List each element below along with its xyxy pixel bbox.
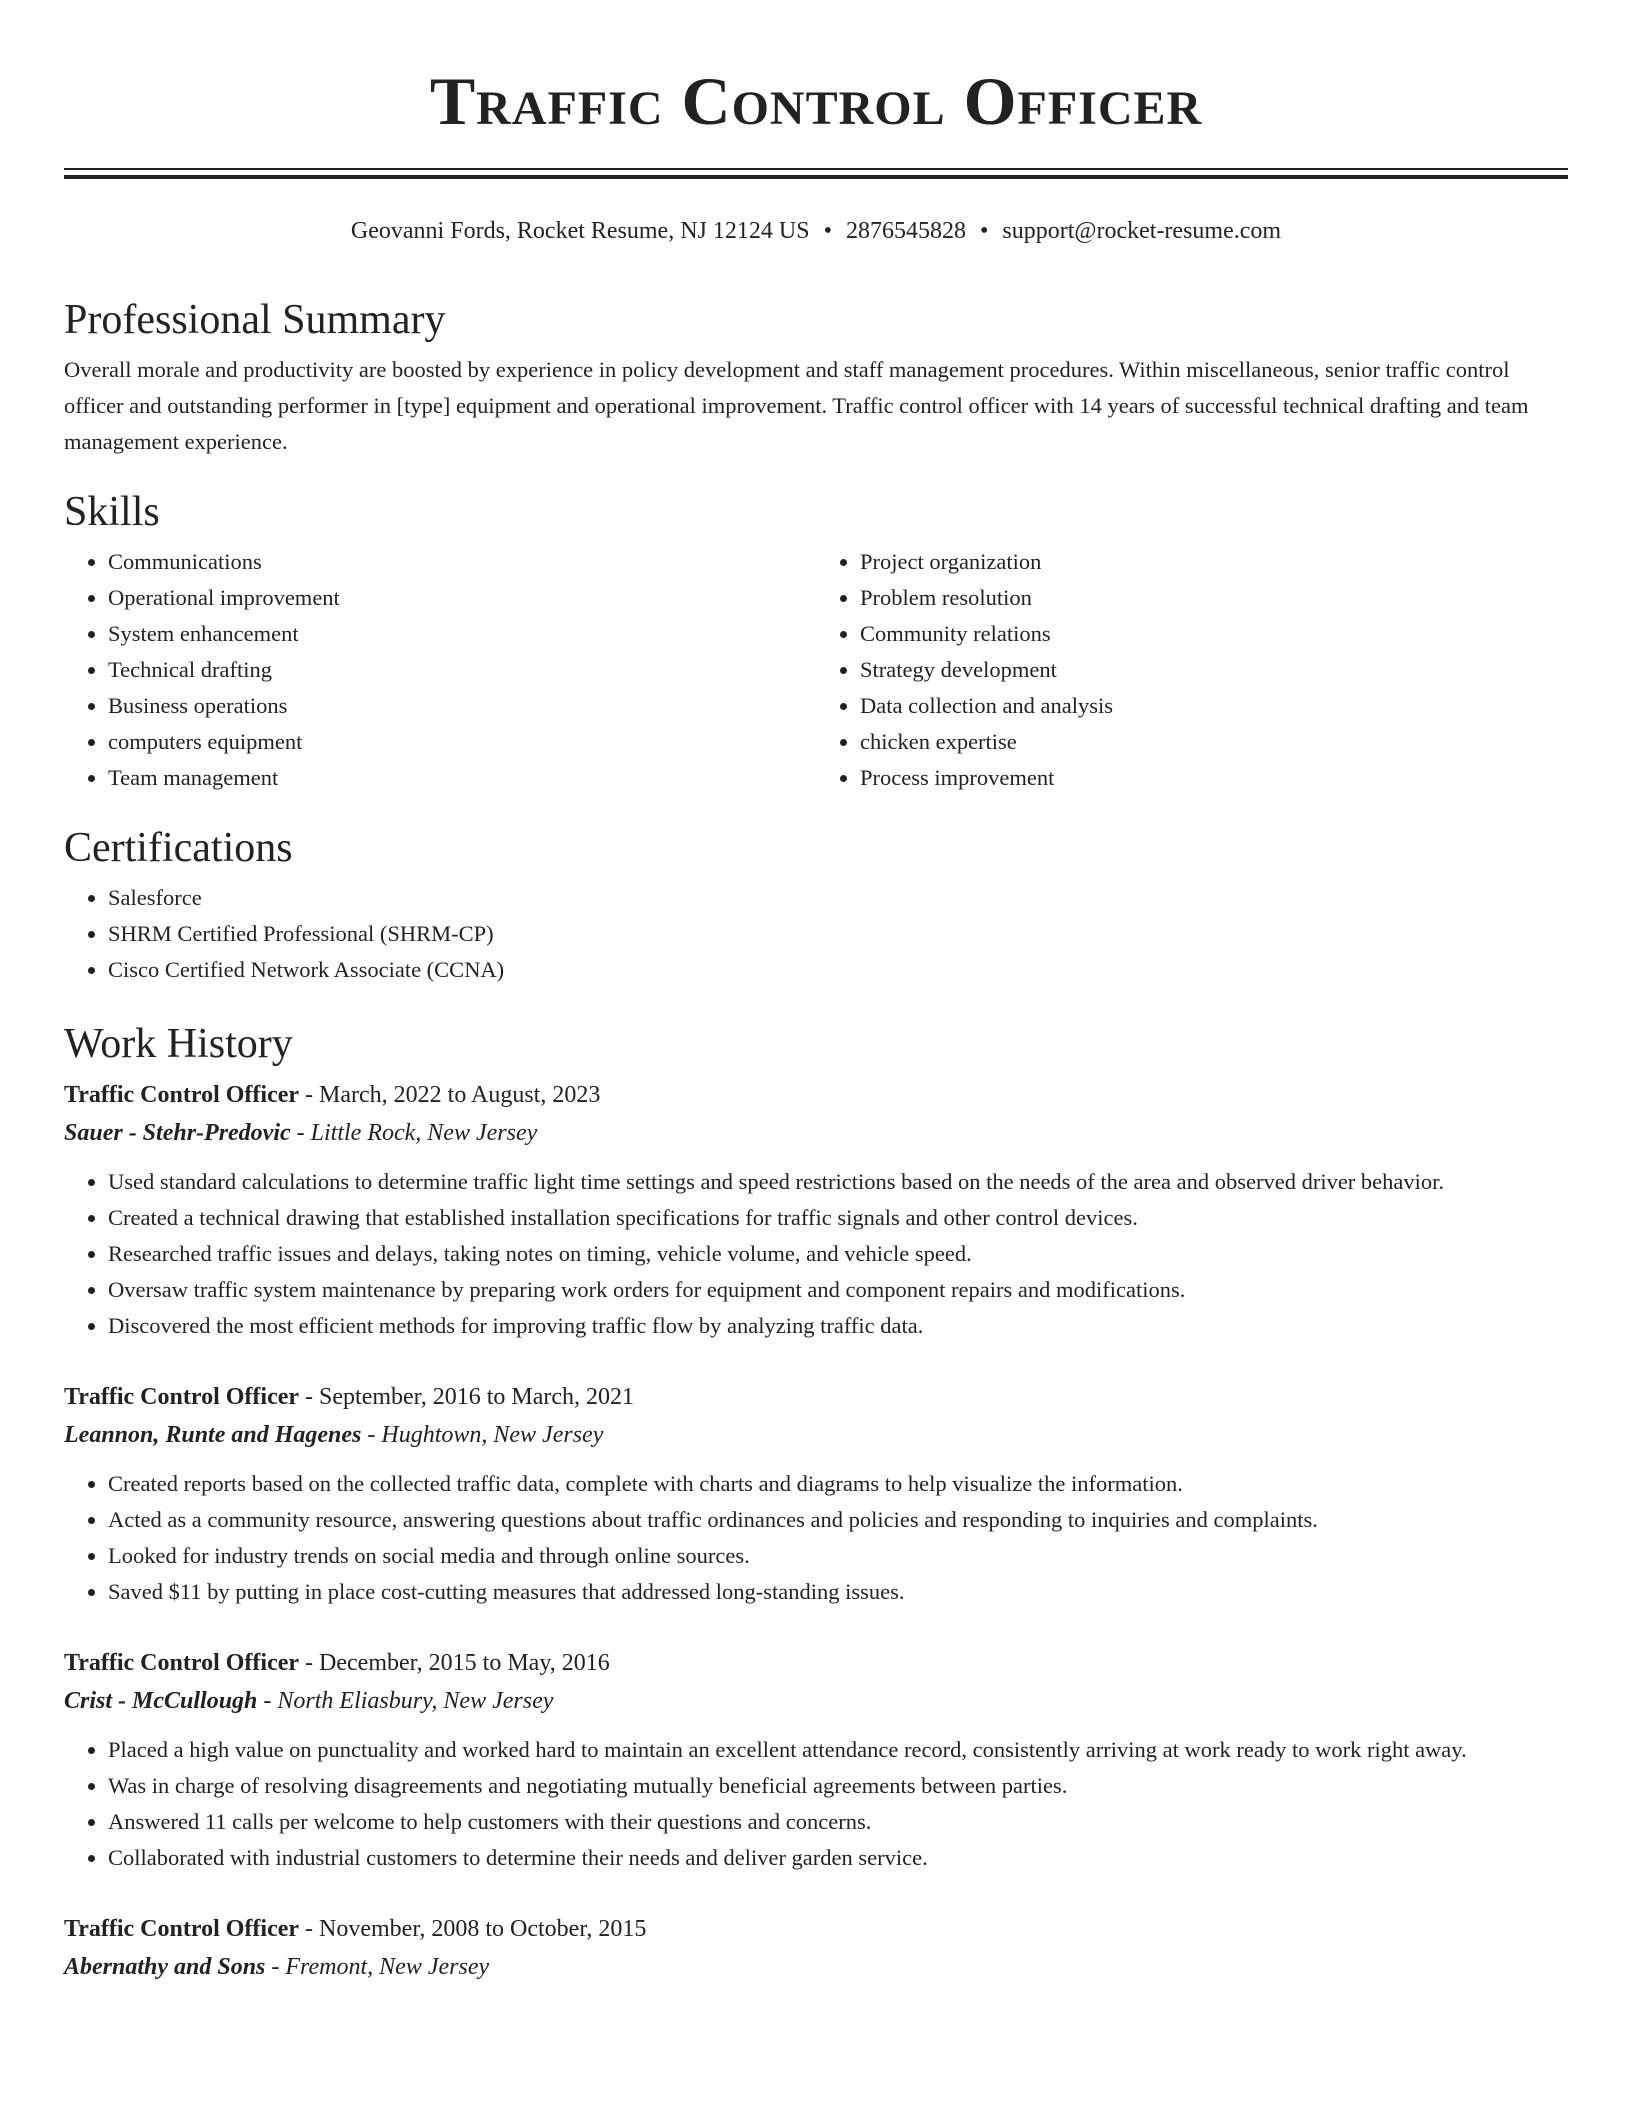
job-company-line	[64, 1948, 1568, 1986]
job-entry	[64, 1076, 1568, 1344]
job-company-line	[64, 1682, 1568, 1720]
job-dates: - December, 2015 to May, 2016	[299, 1650, 610, 1676]
skills-list-left	[64, 544, 816, 796]
resume-body	[64, 288, 1568, 2020]
job-duty: • Placed a high value on punctuality and worked hard to maintain an excellent attendance record, consistently arriving at work ready to work right away.	[108, 1732, 1568, 1768]
job-duty: • Used standard calculations to determine traffic light time settings and speed restrictions based on the needs of the area and observed driver behavior.	[108, 1164, 1568, 1200]
job-duty: • Acted as a community resource, answering questions about traffic ordinances and policies and responding to inquiries and complaints.	[108, 1502, 1568, 1538]
skills-heading: Skills	[64, 489, 160, 535]
job-company: Abernathy and Sons	[64, 1954, 266, 1980]
job-company-line	[64, 1114, 1568, 1152]
job-entry	[64, 1644, 1568, 1876]
skill-item: • chicken expertise	[860, 724, 1568, 760]
skill-item: • computers equipment	[108, 724, 816, 760]
job-title: Traffic Control Officer	[64, 1082, 300, 1108]
job-dates: - September, 2016 to March, 2021	[299, 1384, 634, 1410]
skill-item: • Technical drafting	[108, 652, 816, 688]
title-divider-thick	[64, 175, 1568, 179]
skill-item: • Project organization	[860, 544, 1568, 580]
contact-email: support@rocket-resume.com	[1002, 218, 1282, 244]
job-company: Crist - McCullough	[64, 1688, 258, 1714]
job-duty: • Researched traffic issues and delays, taking notes on timing, vehicle volume, and vehicle speed.	[108, 1236, 1568, 1272]
title-divider-thin	[64, 168, 1568, 170]
job-location: - Little Rock, New Jersey	[290, 1120, 538, 1146]
job-title: Traffic Control Officer	[64, 1384, 300, 1410]
job-title: Traffic Control Officer	[64, 1650, 300, 1676]
job-dates: - November, 2008 to October, 2015	[299, 1916, 647, 1942]
skills-list-right	[816, 544, 1568, 796]
job-duties-list	[64, 1732, 1568, 1876]
job-company-line	[64, 1416, 1568, 1454]
skills-columns	[64, 544, 1568, 796]
certification-item: • Cisco Certified Network Associate (CCNA)	[108, 952, 1568, 988]
job-duty: • Looked for industry trends on social media and through online sources.	[108, 1538, 1568, 1574]
job-duty: • Saved $11 by putting in place cost-cutting measures that addressed long-standing issues.	[108, 1574, 1568, 1610]
job-duty: • Discovered the most efficient methods for improving traffic flow by analyzing traffic data.	[108, 1308, 1568, 1344]
skill-item: • Process improvement	[860, 760, 1568, 796]
contact-phone: 2876545828	[845, 218, 966, 244]
skill-item: • System enhancement	[108, 616, 816, 652]
job-title-line	[64, 1076, 1568, 1114]
job-company: Leannon, Runte and Hagenes	[64, 1422, 362, 1448]
job-entry	[64, 1910, 1568, 1986]
summary-heading: Professional Summary	[64, 297, 446, 343]
contact-address: Geovanni Fords, Rocket Resume, NJ 12124 US	[350, 218, 810, 244]
job-location: - Hughtown, New Jersey	[361, 1422, 604, 1448]
job-duty: • Created reports based on the collected traffic data, complete with charts and diagrams to help visualize the information.	[108, 1466, 1568, 1502]
skill-item: • Data collection and analysis	[860, 688, 1568, 724]
skill-item: • Business operations	[108, 688, 816, 724]
skill-item: • Communications	[108, 544, 816, 580]
job-company: Sauer - Stehr-Predovic	[64, 1120, 291, 1146]
job-duty: • Answered 11 calls per welcome to help customers with their questions and concerns.	[108, 1804, 1568, 1840]
certifications-heading: Certifications	[64, 825, 293, 871]
skill-item: • Operational improvement	[108, 580, 816, 616]
certification-item: • SHRM Certified Professional (SHRM-CP)	[108, 916, 1568, 952]
job-duty: • Oversaw traffic system maintenance by preparing work orders for equipment and component repairs and modifications.	[108, 1272, 1568, 1308]
job-entry	[64, 1378, 1568, 1610]
resume-title: Traffic Control Officer	[429, 63, 1203, 139]
certifications-list	[64, 880, 1568, 988]
summary-text: Overall morale and productivity are boosted by experience in policy development and staff management procedures. Within miscellaneous, senior traffic control officer and outstanding performer in [type] equipment and operational improvement. Traffic control officer with 14 years of successful technical drafting and team management experience.	[64, 357, 1529, 454]
job-duties-list	[64, 1466, 1568, 1610]
skill-item: • Strategy development	[860, 652, 1568, 688]
skill-item: • Problem resolution	[860, 580, 1568, 616]
job-dates: - March, 2022 to August, 2023	[299, 1082, 601, 1108]
job-title: Traffic Control Officer	[64, 1916, 300, 1942]
job-duty: • Was in charge of resolving disagreements and negotiating mutually beneficial agreements between parties.	[108, 1768, 1568, 1804]
skill-item: • Team management	[108, 760, 816, 796]
job-title-line	[64, 1910, 1568, 1948]
job-location: - Fremont, New Jersey	[265, 1954, 490, 1980]
skill-item: • Community relations	[860, 616, 1568, 652]
job-duty: • Collaborated with industrial customers to determine their needs and deliver garden service.	[108, 1840, 1568, 1876]
contact-line	[0, 214, 1632, 248]
job-title-line	[64, 1644, 1568, 1682]
work-history-heading: Work History	[64, 1021, 293, 1067]
contact-separator: •	[823, 218, 832, 244]
job-location: - North Eliasbury, New Jersey	[257, 1688, 554, 1714]
job-title-line	[64, 1378, 1568, 1416]
certification-item: • Salesforce	[108, 880, 1568, 916]
job-duties-list	[64, 1164, 1568, 1344]
job-duty: • Created a technical drawing that established installation specifications for traffic signals and other control devices.	[108, 1200, 1568, 1236]
contact-separator: •	[979, 218, 989, 244]
